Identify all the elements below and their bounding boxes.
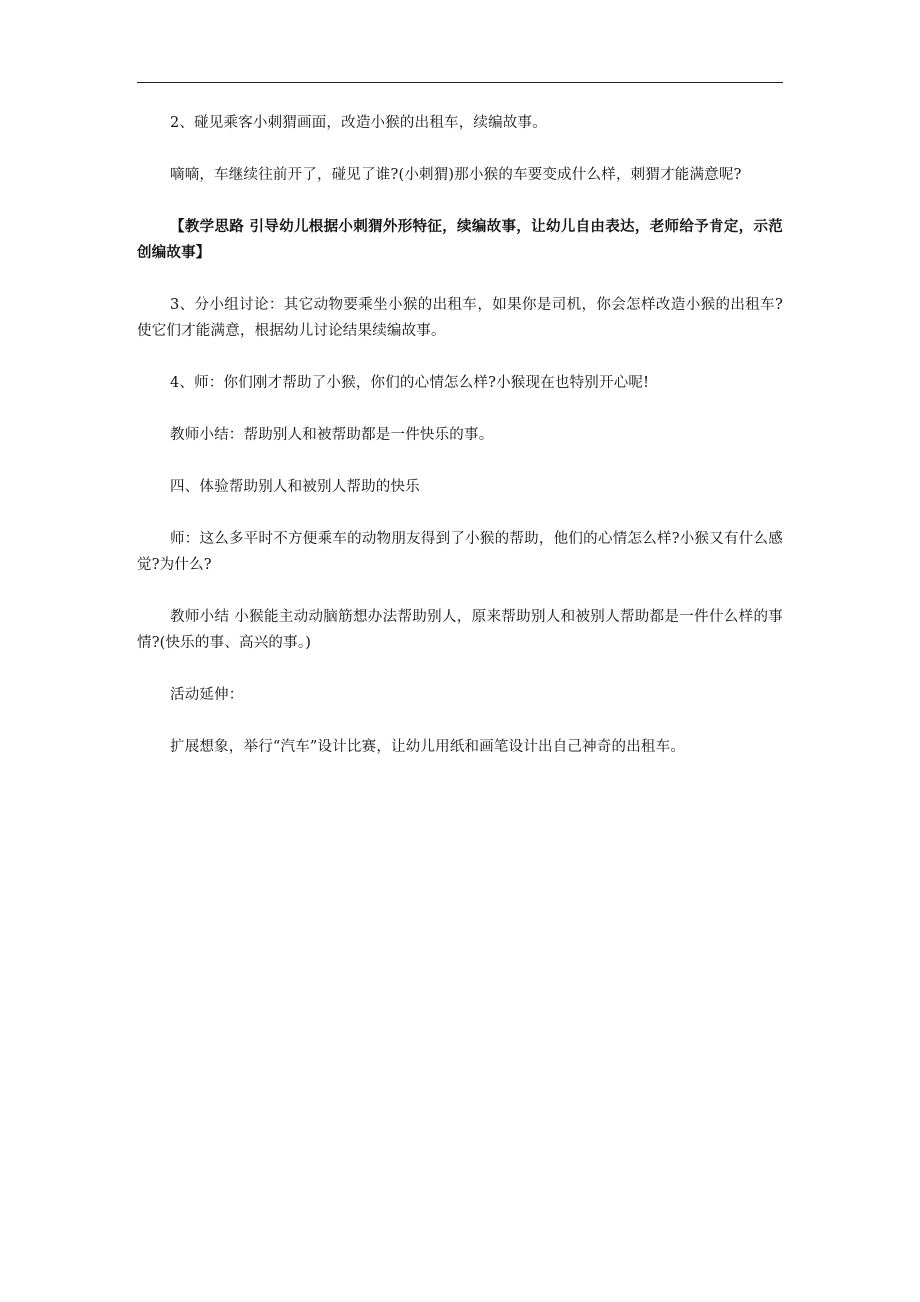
paragraph-didi: 嘀嘀，车继续往前开了，碰见了谁?(小刺猬)那小猴的车要变成什么样，刺猬才能满意呢?	[170, 167, 742, 183]
paragraph-activity-extension: 扩展想象，举行“汽车”设计比赛，让幼儿用纸和画笔设计出自己神奇的出租车。	[170, 739, 686, 755]
paragraph-activity-extension-label: 活动延伸：	[170, 687, 244, 703]
paragraph-section-4-heading: 四、体验帮助别人和被别人帮助的快乐	[170, 479, 420, 495]
header-rule	[137, 82, 783, 83]
document-body	[137, 110, 783, 786]
paragraph-step-3: 3、分小组讨论：其它动物要乘坐小猴的出租车，如果你是司机，你会怎样改造小猴的出租车?使它们才能满意，根据幼儿讨论结果续编故事。	[137, 297, 783, 339]
paragraph-step-2: 2、碰见乘客小刺猬画面，改造小猴的出租车，续编故事。	[170, 115, 547, 131]
paragraph-teaching-idea: 【教学思路 引导幼儿根据小刺猬外形特征，续编故事，让幼儿自由表达，老师给予肯定，示范创编故事】	[137, 218, 783, 261]
paragraph-teacher-question: 师：这么多平时不方便乘车的动物朋友得到了小猴的帮助，他们的心情怎么样?小猴又有什么感觉?为什么?	[137, 531, 783, 573]
paragraph-teacher-summary-2: 教师小结 小猴能主动动脑筋想办法帮助别人，原来帮助别人和被别人帮助都是一件什么样的事情?(快乐的事、高兴的事。)	[137, 609, 783, 651]
paragraph-teacher-summary-1: 教师小结：帮助别人和被帮助都是一件快乐的事。	[170, 427, 494, 443]
paragraph-step-4: 4、师：你们刚才帮助了小猴，你们的心情怎么样?小猴现在也特别开心呢!	[170, 375, 650, 391]
